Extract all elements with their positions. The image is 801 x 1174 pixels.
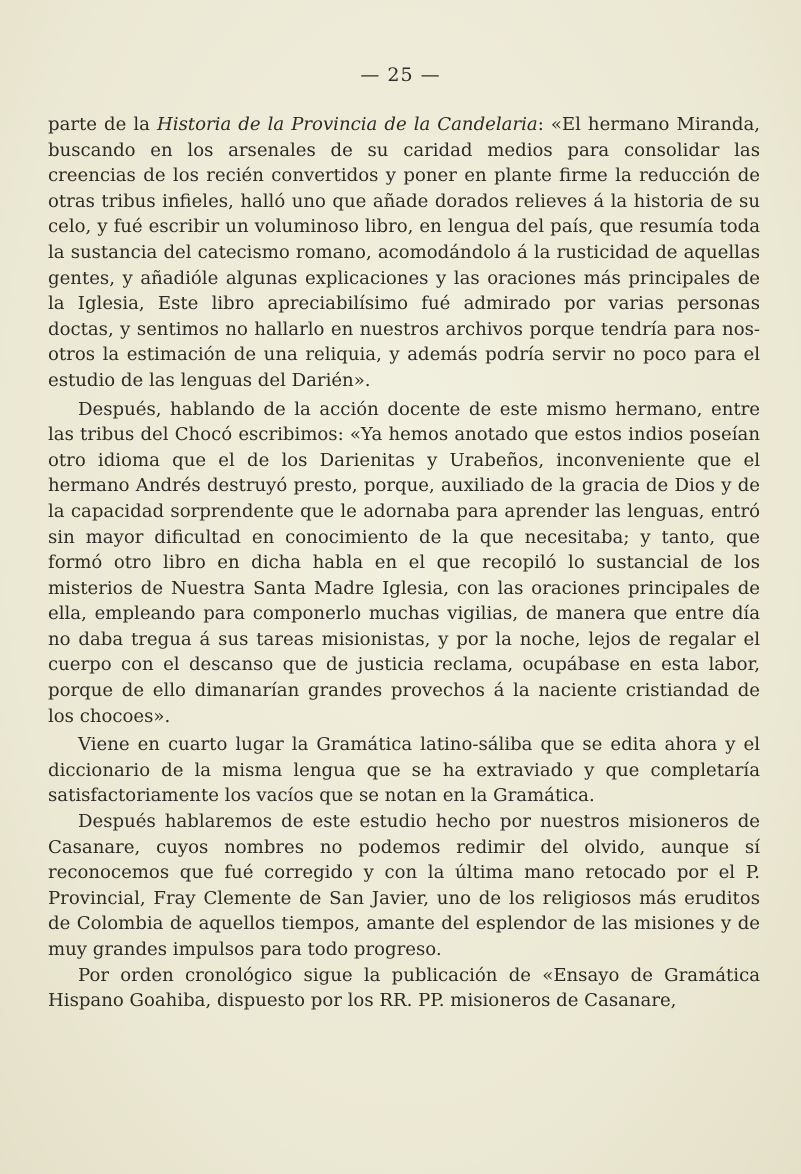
page-number: — 25 — [360,64,441,86]
paragraph-2: Después, hablando de la acción docente de este mismo hermano, entre las tribus del Chocó escribimos: «Ya hemos anotado que estos indios poseían otro idioma que el de los Darienitas y Urabeños, inconveniente que el hermano Andrés destruyó presto, porque, auxiliado de la gracia de Dios y de la capacidad sorprendente que le adornaba para aprender las lenguas, entró sin mayor dificultad en conocimiento de la que necesitaba; y tanto, que formó otro libro en dicha habla en el que recopiló lo sustancial de los misterios de Nuestra Santa Madre Iglesia, con las oraciones principales de ella, empleando para componerlo muchas vigilias, de manera que entre día no daba tregua á sus tareas misionistas, y por la noche, lejos de regalar el cuerpo con el descanso que de justicia reclama, ocupábase en esta labor, porque de ello dimanarían grandes provechos á la naciente cristiandad de los chocoes». [48,398,760,727]
paragraph-5: Por orden cronológico sigue la publicación de «Ensayo de Gramática Hispano Goahiba, dispuesto por los RR. PP. misioneros de Casanare, [48,964,760,1012]
body-text [48,112,760,1014]
paragraph-1-quote: : «El hermano Miranda, buscando en los arsenales de su caridad medios para consolidar las creencias de los recién convertidos y poner en plante firme la reducción de otras tribus infieles, halló uno que añade dorados relieves á la historia de su celo, y fué escribir un voluminoso libro, en lengua del país, que resumía toda la sustancia del catecismo romano, acomodándolo á la rusticidad de aquellas gentes, y añadióle algunas explicaciones y las oraciones más principales de la Iglesia, Este libro apreciabilísimo fué admirado por varias personas doctas, y sentimos no hallarlo en nuestros archivos porque tendría para nosotros la estimación de una reliquia, y además podría servir no poco para el estudio de las lenguas del Darién». [48,114,761,391]
paragraph-3: Viene en cuarto lugar la Gramática latino-sáliba que se edita ahora y el diccionario de la misma lengua que se ha extraviado y que completaría satisfactoriamente los vacíos que se notan en la Gramática. [48,734,760,807]
paragraph-4: Después hablaremos de este estudio hecho por nuestros misioneros de Casanare, cuyos nombres no podemos redimir del olvido, aunque sí reconocemos que fué corregido y con la última mano retocado por el P. Provincial, Fray Clemente de San Javier, uno de los religiosos más eruditos de Colombia de aquellos tiempos, amante del esplendor de las misiones y de muy grandes impulsos para todo progreso. [48,811,760,960]
book-title-italic: Historia de la Provincia de la Candelaria [157,114,538,135]
paragraph-1-lead: parte de la [48,114,157,135]
paragraph-1 [48,112,760,394]
